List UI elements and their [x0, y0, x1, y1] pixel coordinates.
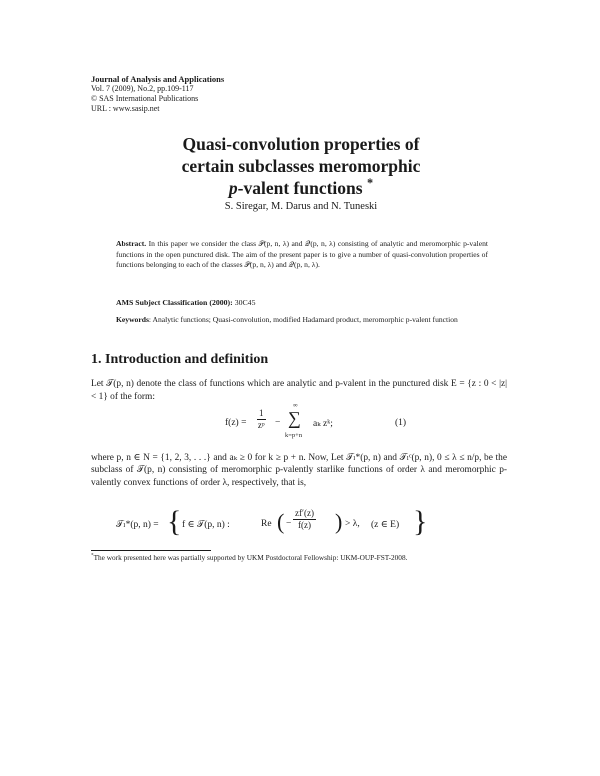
eq1-frac-num: 1 — [259, 408, 264, 418]
equation-2 — [91, 505, 507, 547]
abstract-label: Abstract. — [116, 239, 147, 248]
eq1-frac-den: zᵖ — [257, 420, 265, 430]
eq2-lhs: 𝒯ₗ*(p, n) = — [116, 520, 159, 530]
eq2-set: f ∈ 𝒯(p, n) : — [182, 520, 230, 530]
paper-title — [91, 133, 511, 199]
footnote-rule — [91, 550, 211, 551]
journal-name: Journal of Analysis and Applications — [91, 74, 225, 84]
title-var-p: p — [228, 178, 238, 198]
footnote — [91, 553, 507, 563]
eq2-gt: > λ, — [345, 519, 360, 529]
eq2-brace-left: { — [167, 505, 182, 538]
abstract-text: In this paper we consider the class 𝒫(p, n, λ) and 𝒬(p, n, λ) consisting of analytic and meromorphic p-valent functions in the open punctured disk. The aim of the present paper is to give a number of quasi-convolution properties of functions belonging to each of the classes 𝒫(p, n, λ) and 𝒬(p, n, λ). — [116, 239, 488, 270]
journal-url: URL : www.sasip.net — [91, 104, 160, 113]
eq1-fraction — [257, 408, 266, 431]
journal-header — [91, 74, 224, 114]
eq1-number: (1) — [395, 418, 407, 428]
eq1-term: aₖ zᵏ; — [313, 419, 333, 429]
eq2-re: Re — [261, 519, 272, 529]
eq1-lhs: f(z) = — [225, 418, 247, 428]
keywords — [116, 315, 488, 326]
journal-volume: Vol. 7 (2009), No.2, pp.109-117 — [91, 84, 194, 93]
title-footnote-mark: * — [366, 176, 374, 191]
journal-copyright: © SAS International Publications — [91, 94, 199, 103]
ams-code: 30C45 — [234, 298, 256, 307]
eq2-neg: − — [286, 519, 292, 529]
keywords-text: : Analytic functions; Quasi-convolution, modified Hadamard product, meromorphic p-valent function — [148, 315, 458, 324]
title-line-2: certain subclasses meromorphic — [181, 156, 421, 176]
eq2-paren-left: ( — [277, 509, 285, 534]
eq1-sum-bottom: k=p+n — [285, 432, 303, 439]
eq2-paren-right: ) — [335, 509, 343, 534]
eq1-sum-symbol: ∑ — [288, 408, 301, 428]
equation-1 — [91, 402, 507, 446]
eq2-condition: (z ∈ E) — [371, 520, 400, 530]
authors: S. Siregar, M. Darus and N. Tuneski — [224, 201, 378, 212]
eq1-sum-top: ∞ — [293, 402, 298, 409]
title-line-3 — [91, 177, 511, 199]
eq1-minus: − — [275, 418, 281, 428]
keywords-label: Keywords — [116, 315, 149, 324]
title-line-1: Quasi-convolution properties of — [182, 134, 420, 154]
title-line-3-rest: -valent functions — [237, 178, 363, 198]
eq2-frac-num: zf′(z) — [295, 508, 314, 518]
ams-classification — [116, 298, 488, 307]
abstract — [116, 239, 488, 271]
footnote-text: The work presented here was partially supported by UKM Postdoctoral Fellowship: UKM-OUP-FST-2008. — [93, 553, 408, 562]
eq2-brace-right: } — [413, 505, 428, 538]
footnote-mark: * — [91, 552, 94, 559]
eq2-fraction — [293, 508, 316, 531]
intro-paragraph-2: where p, n ∈ N = {1, 2, 3, . . .} and aₖ ≥ 0 for k ≥ p + n. Now, Let 𝒯ₗ*(p, n) and 𝒯ₗᶜ(p, n), 0 ≤ λ ≤ n/p, be the subclass of 𝒯(p, n) consisting of meromorphic p-valently starlike functions of order λ and meromorphic p-valently convex functions of order λ, respectively, that is, — [91, 453, 507, 488]
intro-paragraph-1: Let 𝒯(p, n) denote the class of functions which are analytic and p-valent in the punctured disk E = {z : 0 < |z| < 1} of the form: — [91, 379, 507, 402]
ams-label: AMS Subject Classification (2000): — [116, 298, 233, 307]
eq2-frac-den: f(z) — [297, 520, 311, 530]
section-heading: 1. Introduction and definition — [91, 352, 269, 367]
